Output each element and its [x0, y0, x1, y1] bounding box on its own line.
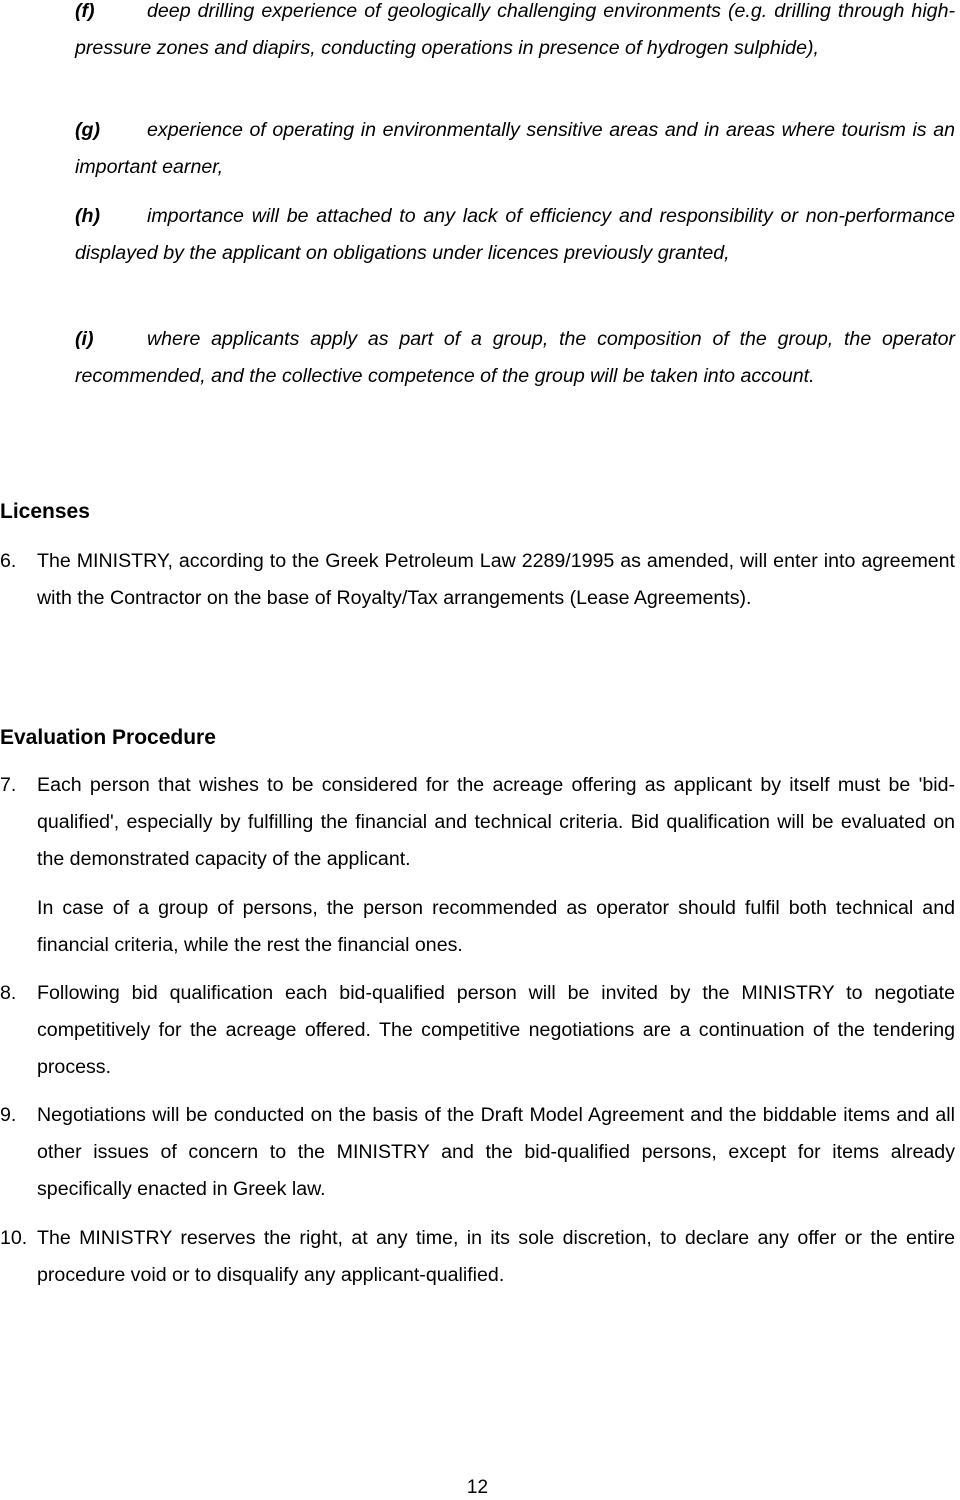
- list-item-h: [75, 198, 955, 272]
- paragraph-10: [0, 1220, 955, 1294]
- paragraph-text: Negotiations will be conducted on the basis of the Draft Model Agreement and the biddable items and all other issues of concern to the MINISTRY and the bid-qualified persons, except for items already specifically enacted in Greek law.: [37, 1104, 955, 1200]
- page-number: 12: [466, 1477, 489, 1498]
- paragraph-text: Following bid qualification each bid-qualified person will be invited by the MINISTRY to negotiate competitively for the acreage offered. The competitive negotiations are a continuation of the tendering process.: [37, 982, 955, 1078]
- paragraph-text: The MINISTRY, according to the Greek Petroleum Law 2289/1995 as amended, will enter into agreement with the Contractor on the base of Royalty/Tax arrangements (Lease Agreements).: [37, 550, 955, 609]
- list-item-g: [75, 112, 955, 186]
- list-item-i: [75, 321, 955, 395]
- item-label-g: (g): [75, 119, 101, 141]
- paragraph-number: 7.: [0, 774, 17, 796]
- item-text-g: experience of operating in environmentally sensitive areas and in areas where tourism is an important earner,: [75, 119, 955, 178]
- section-heading-licenses: Licenses: [0, 500, 90, 523]
- item-text-i: where applicants apply as part of a group, the composition of the group, the operator recommended, and the collective competence of the group will be taken into account.: [75, 328, 955, 387]
- paragraph-number: 8.: [0, 982, 17, 1004]
- paragraph-7-continuation: In case of a group of persons, the person recommended as operator should fulfil both technical and financial criteria, while the rest the financial ones.: [37, 897, 955, 956]
- paragraph-text: The MINISTRY reserves the right, at any time, in its sole discretion, to declare any offer or the entire procedure void or to disqualify any applicant-qualified.: [37, 1227, 955, 1286]
- paragraph-number: 10.: [0, 1227, 28, 1249]
- item-label-h: (h): [75, 205, 101, 227]
- item-text-f: deep drilling experience of geologically challenging environments (e.g. drilling through high-pressure zones and diapirs, conducting operations in presence of hydrogen sulphide),: [75, 0, 955, 59]
- paragraph-9: [0, 1097, 955, 1208]
- paragraph-8: [0, 975, 955, 1086]
- section-heading-evaluation: Evaluation Procedure: [0, 726, 216, 749]
- item-label-i: (i): [75, 328, 94, 350]
- list-item-f: [75, 0, 955, 67]
- item-text-h: importance will be attached to any lack of efficiency and responsibility or non-performance displayed by the applicant on obligations under licences previously granted,: [75, 205, 955, 264]
- paragraph-7: [0, 767, 955, 878]
- paragraph-text: Each person that wishes to be considered for the acreage offering as applicant by itself must be 'bid-qualified', especially by fulfilling the financial and technical criteria. Bid qualification will be evaluated on the demonstrated capacity of the applicant.: [37, 774, 955, 870]
- paragraph-6: [0, 543, 955, 617]
- item-label-f: (f): [75, 0, 95, 22]
- paragraph-number: 9.: [0, 1104, 17, 1126]
- paragraph-number: 6.: [0, 550, 17, 572]
